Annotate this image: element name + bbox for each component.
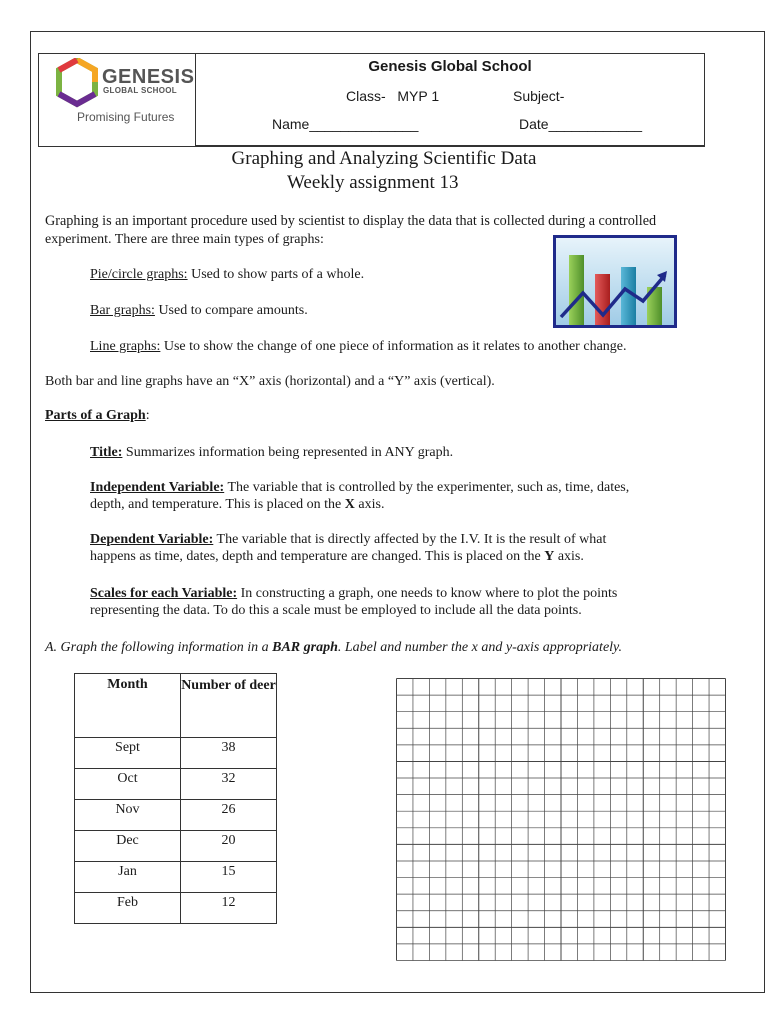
school-name: Genesis Global School (368, 58, 532, 75)
deer-data-table (74, 673, 277, 924)
logo-subtitle: GLOBAL SCHOOL (103, 86, 177, 95)
bar-term: Bar graphs: (90, 303, 155, 318)
class-field: Class- MYP 1 (346, 88, 440, 104)
line-term: Line graphs: (90, 339, 161, 354)
table-row: Oct 32 (75, 769, 277, 800)
part-title: Title: Summarizes information being represented in ANY graph. (90, 445, 454, 460)
pie-desc: Used to show parts of a whole. (187, 267, 365, 282)
table-row: Jan 15 (75, 862, 277, 893)
name-field: Name______________ (272, 116, 419, 132)
table-row: Dec 20 (75, 831, 277, 862)
header-info-box (195, 53, 705, 146)
table-row: Sept 38 (75, 738, 277, 769)
bar-chart-icon (553, 235, 677, 328)
question-a: A. Graph the following information in a BAR graph. Label and number the x and y-axis appropriately. (45, 640, 622, 655)
line-desc: Use to show the change of one piece of information as it relates to another change. (160, 339, 627, 354)
date-field: Date____________ (519, 116, 643, 132)
graph-paper-grid[interactable] (396, 678, 726, 961)
intro-line-1: Graphing is an important procedure used by scientist to display the data that is collected during a controlled (45, 213, 657, 229)
table-header-month: Month (75, 674, 181, 738)
header-divider (38, 146, 705, 147)
graph-type-line (90, 338, 627, 355)
genesis-logo-icon (55, 58, 99, 108)
table-row: Feb 12 (75, 893, 277, 924)
document-title: Graphing and Analyzing Scientific Data (231, 148, 537, 169)
part-scales: Scales for each Variable: In constructing a graph, one needs to know where to plot the points representing the data. To do this a scale must be employed to include all the data points. (90, 586, 618, 618)
parts-heading: Parts of a Graph (45, 408, 146, 423)
table-row: Nov 26 (75, 800, 277, 831)
logo-wordmark: GENESIS (102, 66, 195, 88)
graph-type-bar (90, 302, 308, 319)
table-header-deer: Number of deer (181, 674, 277, 738)
axes-note: Both bar and line graphs have an “X” axis (horizontal) and a “Y” axis (vertical). (45, 374, 495, 389)
part-independent-variable: Independent Variable: The variable that is controlled by the experimenter, such as, time, dates, depth, and temperature. This is placed on the X axis. (90, 480, 630, 512)
bar-desc: Used to compare amounts. (154, 303, 308, 318)
logo-tagline: Promising Futures (77, 110, 175, 124)
pie-term: Pie/circle graphs: (90, 267, 188, 282)
intro-line-2: experiment. There are three main types of graphs: (45, 232, 324, 247)
parts-heading-line: Parts of a Graph: (45, 408, 150, 423)
document-subtitle: Weekly assignment 13 (287, 172, 459, 193)
graph-type-pie (90, 266, 364, 283)
subject-field: Subject- (513, 88, 565, 104)
part-dependent-variable: Dependent Variable: The variable that is directly affected by the I.V. It is the result of what happens as time, dates, depth and temperature are changed. This is placed on the Y axis. (90, 532, 607, 564)
